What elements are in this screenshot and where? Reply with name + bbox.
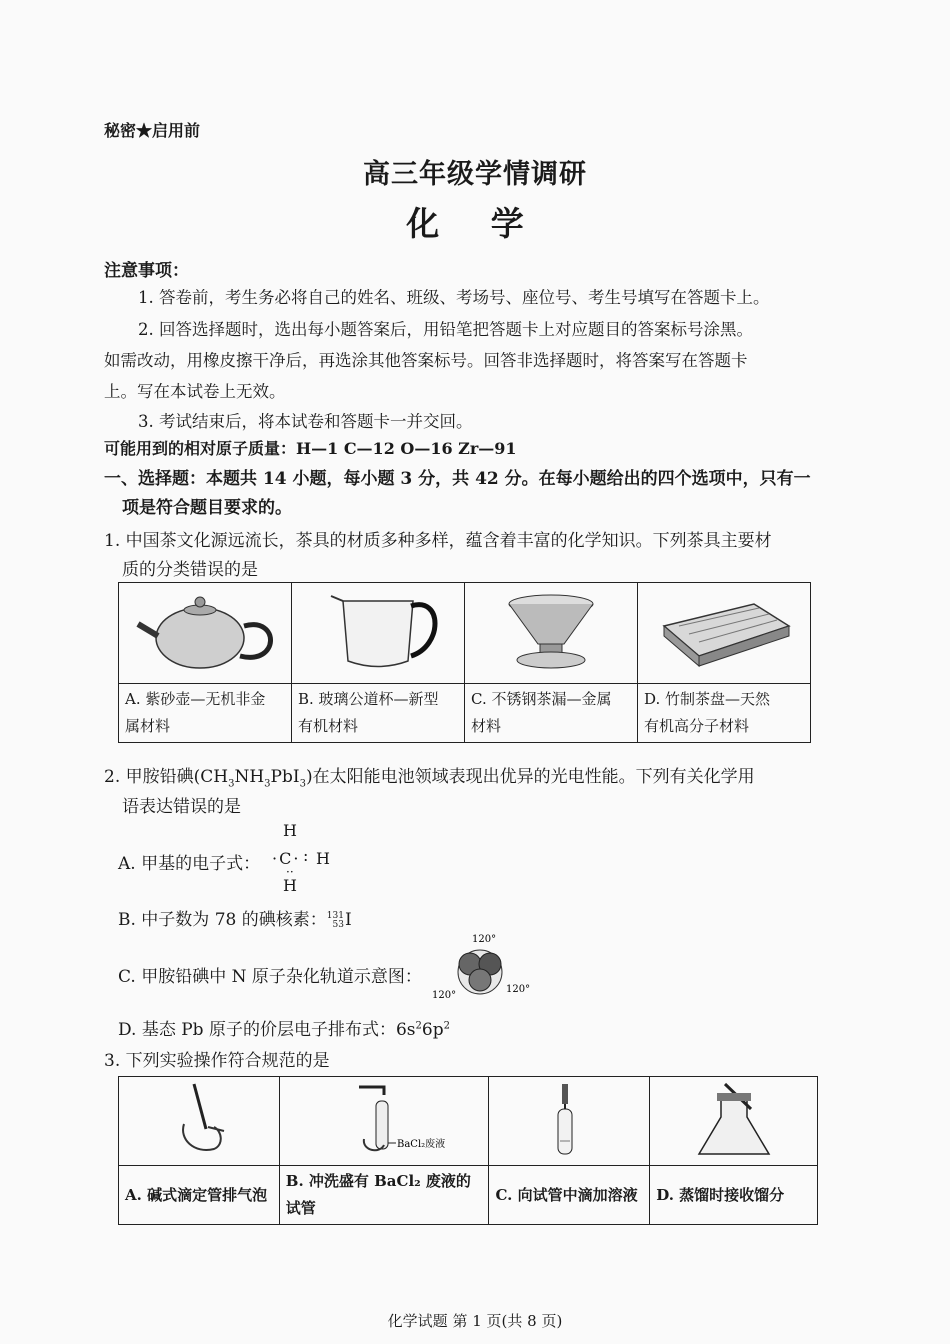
section-heading-cont: 项是符合题目要求的。 bbox=[122, 498, 292, 518]
q3-option-b[interactable]: B. 冲洗盛有 BaCl₂ 废液的试管 bbox=[279, 1166, 489, 1225]
lewis-h-top: H bbox=[283, 821, 297, 840]
q1-stem: 1. 中国茶文化源远流长，茶具的材质多种多样，蕴含着丰富的化学知识。下列茶具主要材 bbox=[104, 531, 772, 551]
lewis-h-bottom: H bbox=[283, 876, 297, 895]
notice-heading: 注意事项： bbox=[104, 261, 189, 281]
dropper-test-tube-image bbox=[489, 1077, 650, 1166]
lewis-h-right: H bbox=[316, 849, 330, 868]
q2-option-b[interactable]: B. 中子数为 78 的碘核素： 131 53 I bbox=[118, 910, 352, 930]
q3-option-a[interactable]: A. 碱式滴定管排气泡 bbox=[119, 1166, 280, 1225]
q2-stem-cont: 语表达错误的是 bbox=[122, 797, 241, 817]
lewis-dots: ·· bbox=[286, 865, 294, 879]
notice-item: 3. 考试结束后，将本试卷和答题卡一并交回。 bbox=[138, 412, 473, 431]
q2-option-a[interactable]: A. 甲基的电子式： bbox=[118, 854, 261, 874]
angle-label: 120° bbox=[432, 990, 457, 1001]
distillation-flask-image bbox=[650, 1077, 818, 1166]
section-heading: 一、选择题：本题共 14 小题，每小题 3 分，共 42 分。在每小题给出的四个选项中，只有一 bbox=[104, 469, 811, 489]
subject-title: 化 学 bbox=[406, 204, 544, 243]
q3-stem: 3. 下列实验操作符合规范的是 bbox=[104, 1051, 330, 1071]
q1-option-a[interactable]: A. 紫砂壶—无机非金 属材料 bbox=[119, 684, 292, 743]
tap-test-tube-image bbox=[279, 1077, 489, 1166]
steel-strainer-image bbox=[465, 583, 638, 684]
notice-item: 2. 回答选择题时，选出每小题答案后，用铅笔把答题卡上对应题目的答案标号涂黑。 bbox=[138, 320, 753, 339]
confidential-mark: 秘密★启用前 bbox=[104, 121, 201, 140]
exam-title: 高三年级学情调研 bbox=[363, 159, 587, 190]
q1-option-table bbox=[118, 582, 811, 743]
burette-image bbox=[119, 1077, 280, 1166]
angle-label: 120° bbox=[472, 934, 497, 945]
q1-stem-cont: 质的分类错误的是 bbox=[122, 560, 258, 580]
q3-option-table bbox=[118, 1076, 818, 1225]
notice-item: 上。写在本试卷上无效。 bbox=[104, 382, 286, 401]
q2-option-c[interactable]: C. 甲胺铅碘中 N 原子杂化轨道示意图： bbox=[118, 967, 422, 987]
lewis-carbon: ·C· bbox=[272, 849, 301, 868]
sp3-orbital-diagram bbox=[430, 932, 540, 1002]
q3-option-d[interactable]: D. 蒸馏时接收馏分 bbox=[650, 1166, 818, 1225]
bamboo-tray-image bbox=[638, 583, 811, 684]
q2-stem: 2. 甲胺铅碘$(CH_3NH_3PbI_3)$在太阳能电池领域表现出优异的光电性能。下列有关化学用 bbox=[104, 767, 755, 790]
q3-option-c[interactable]: C. 向试管中滴加溶液 bbox=[489, 1166, 650, 1225]
q2-option-d[interactable]: D. 基态 Pb 原子的价层电子排布式：$6s^26p^2$ bbox=[118, 1020, 450, 1040]
angle-label: 120° bbox=[506, 984, 531, 995]
q1-option-d[interactable]: D. 竹制茶盘—天然 有机高分子材料 bbox=[638, 684, 811, 743]
teapot-image bbox=[119, 583, 292, 684]
lewis-colon: : bbox=[303, 846, 309, 865]
q1-option-c[interactable]: C. 不锈钢茶漏—金属 材料 bbox=[465, 684, 638, 743]
glass-pitcher-image bbox=[292, 583, 465, 684]
notice-item: 如需改动，用橡皮擦干净后，再选涂其他答案标号。回答非选择题时，将答案写在答题卡 bbox=[104, 351, 748, 370]
notice-item: 1. 答卷前，考生务必将自己的姓名、班级、考场号、座位号、考生号填写在答题卡上。 bbox=[138, 288, 770, 307]
page-footer: 化学试题 第 1 页(共 8 页) bbox=[387, 1312, 563, 1330]
atomic-masses: 可能用到的相对原子质量：H—1 C—12 O—16 Zr—91 bbox=[104, 439, 517, 458]
bacl2-waste-tag: BaCl₂废液 bbox=[397, 1139, 446, 1150]
q1-option-b[interactable]: B. 玻璃公道杯—新型 有机材料 bbox=[292, 684, 465, 743]
